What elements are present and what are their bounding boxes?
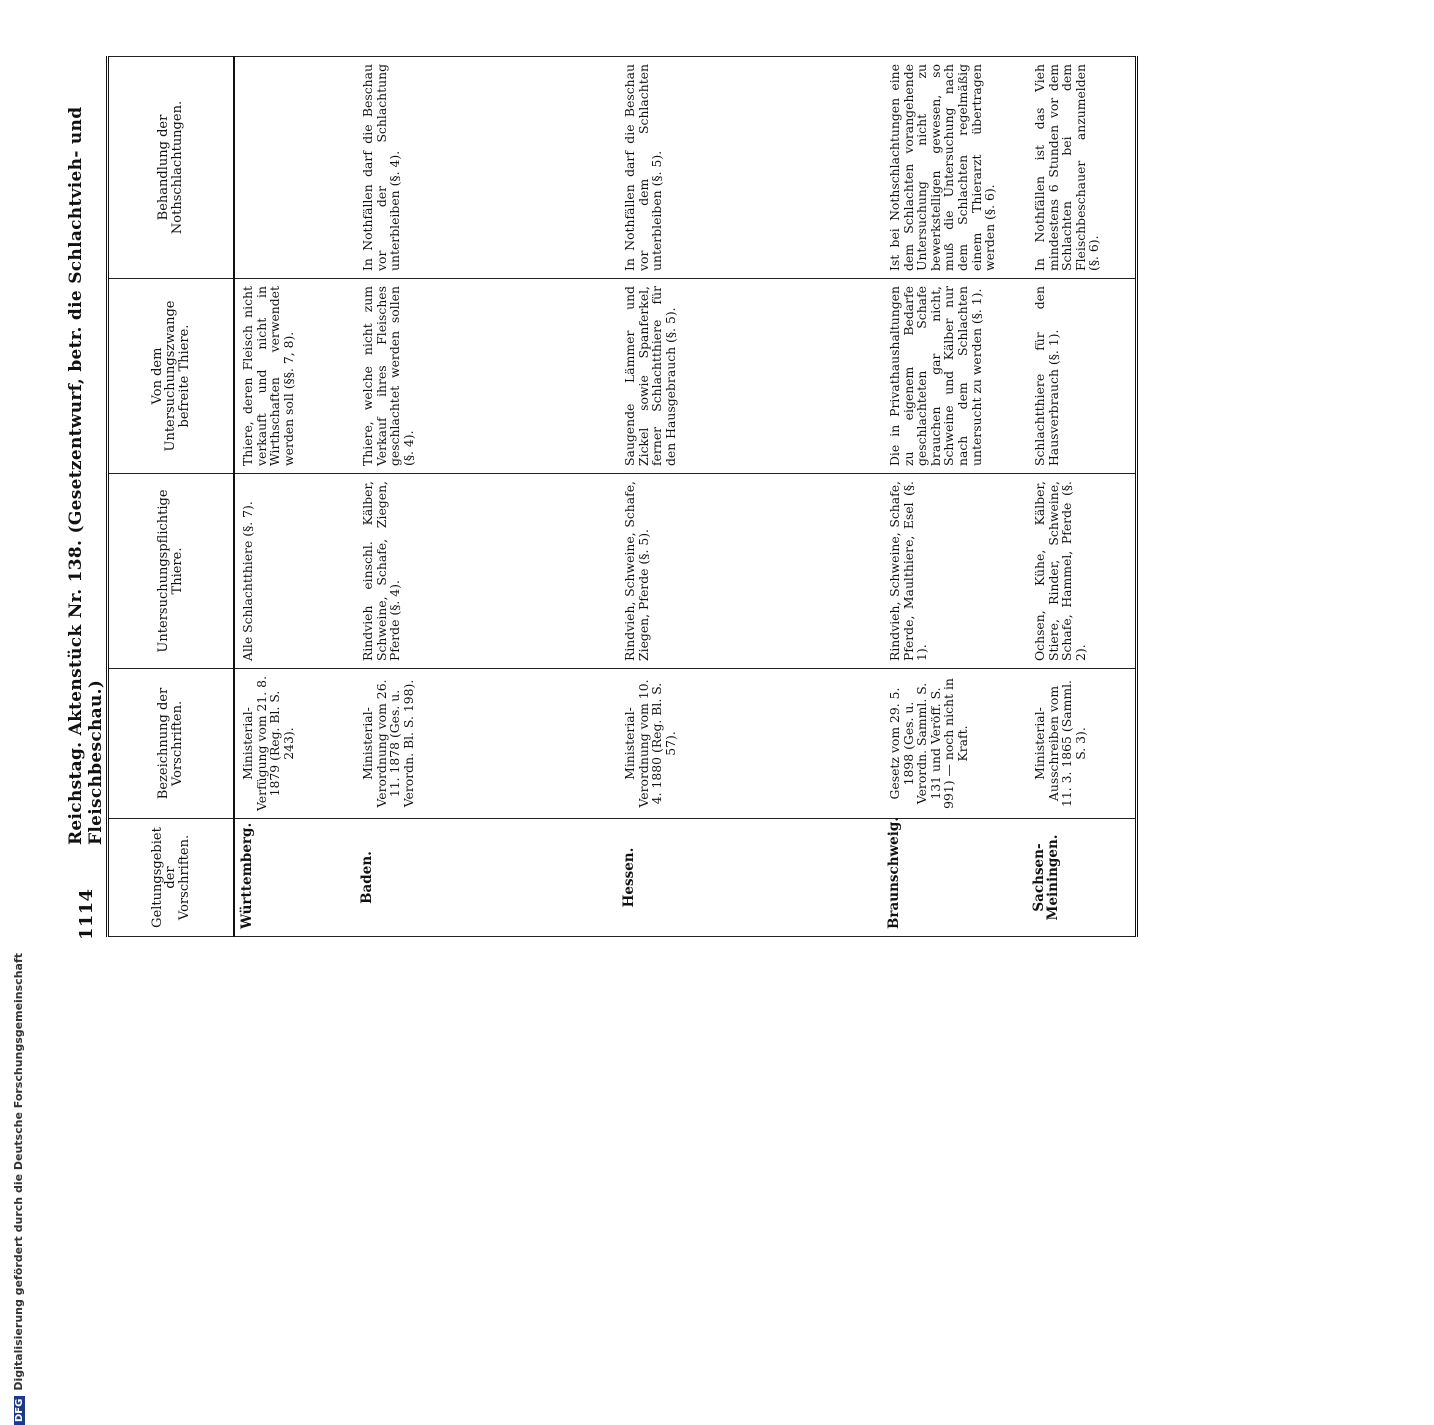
page-header: [66, 40, 106, 940]
dfg-logo: DFG: [14, 1396, 25, 1425]
state-name: Baden.: [355, 819, 617, 937]
regulation-designation: Ministerial-Verordnung vom 10. 4. 1880 (Reg. Bl. S. 57).: [617, 669, 882, 819]
inspected-animals: Rindvieh, Schweine, Schafe, Pferde, Maulthiere, Esel (§. 1).: [882, 474, 1027, 669]
regulation-designation: Ministerial-Verfügung vom 21. 8. 1879 (Reg. Bl. S. 243).: [234, 669, 355, 819]
regulations-table: [106, 56, 1138, 937]
regulation-designation: Ministerial-Verordnung vom 26. 11. 1878 (Ges. u. Verordn. Bl. S. 198).: [355, 669, 617, 819]
emergency-slaughter: In Nothfällen ist das Vieh mindestens 6 Stunden vor dem Schlachten bei dem Fleischbeschauer anzumelden (§. 6).: [1027, 57, 1137, 279]
exempt-animals: Die in Privathaushaltungen zu eigenem Bedarfe geschlachteten Schafe brauchen gar nicht, Schweine und Kälber nur nach dem Schlachten untersucht zu werden (§. 1).: [882, 279, 1027, 474]
exempt-animals: Saugende Lämmer und Zickel sowie Spanferkel, ferner Schlachtthiere für den Hausgebrauch (§. 5).: [617, 279, 882, 474]
column-header-animals: Untersuchungspflichtige Thiere.: [108, 474, 235, 669]
regulation-designation: Ministerial-Ausschreiben vom 11. 3. 1865 (Samml. S. 3).: [1027, 669, 1137, 819]
column-header-exempt: Von dem Untersuchungszwange befreite Thiere.: [108, 279, 235, 474]
exempt-animals: Schlachtthiere für den Hausverbrauch (§. 1).: [1027, 279, 1137, 474]
table-row: [617, 57, 882, 937]
table-header-row: [108, 57, 235, 937]
table-row: [882, 57, 1027, 937]
column-header-scope: Geltungsgebiet der Vorschriften.: [108, 819, 235, 937]
inspected-animals: Rindvieh einschl. Kälber, Schweine, Schafe, Ziegen, Pferde (§. 4).: [355, 474, 617, 669]
emergency-slaughter: In Nothfällen darf die Beschau vor dem Schlachten unterbleiben (§. 5).: [617, 57, 882, 279]
state-name: Braunschweig.: [882, 819, 1027, 937]
digitization-credit-text: Digitalisierung gefördert durch die Deutsche Forschungsgemeinschaft: [12, 952, 25, 1391]
digitization-credit: [12, 953, 25, 1425]
table-row: [355, 57, 617, 937]
exempt-animals: Thiere, deren Fleisch nicht verkauft und nicht in Wirthschaften verwendet werden soll (§§. 7, 8).: [234, 279, 355, 474]
emergency-slaughter: Ist bei Nothschlachtungen eine dem Schlachten vorangehende Untersuchung nicht zu bewerkstelligen gewesen, so muß die Untersuchung nach dem Schlachten regelmäßig einem Thierarzt übertragen werden (§. 6).: [882, 57, 1027, 279]
emergency-slaughter: [234, 57, 355, 279]
column-header-designation: Bezeichnung der Vorschriften.: [108, 669, 235, 819]
inspected-animals: Ochsen, Kühe, Kälber, Stiere, Rinder, Schweine, Schafe, Hammel, Pferde (§. 2).: [1027, 474, 1137, 669]
inspected-animals: Rindvieh, Schweine, Schafe, Ziegen, Pferde (§. 5).: [617, 474, 882, 669]
table-row: [234, 57, 355, 937]
state-name: Sachsen-Meiningen.: [1027, 819, 1137, 937]
inspected-animals: Alle Schlachtthiere (§. 7).: [234, 474, 355, 669]
table-row: [1027, 57, 1137, 937]
exempt-animals: Thiere, welche nicht zum Verkauf ihres Fleisches geschlachtet werden sollen (§. 4).: [355, 279, 617, 474]
running-title: Reichstag. Aktenstück Nr. 138. (Gesetzentwurf, betr. die Schlachtvieh- und Fleischbeschau.): [66, 106, 106, 845]
page-number: 1114: [75, 888, 97, 940]
column-header-emergency: Behandlung der Nothschlachtungen.: [108, 57, 235, 279]
regulation-designation: Gesetz vom 29. 5. 1898 (Ges. u. Verordn. Samml. S. 131 und Veröff. S. 991) — noch nicht in Kraft.: [882, 669, 1027, 819]
state-name: Hessen.: [617, 819, 882, 937]
emergency-slaughter: In Nothfällen darf die Beschau vor der Schlachtung unterbleiben (§. 4).: [355, 57, 617, 279]
state-name: Württemberg.: [234, 819, 355, 937]
